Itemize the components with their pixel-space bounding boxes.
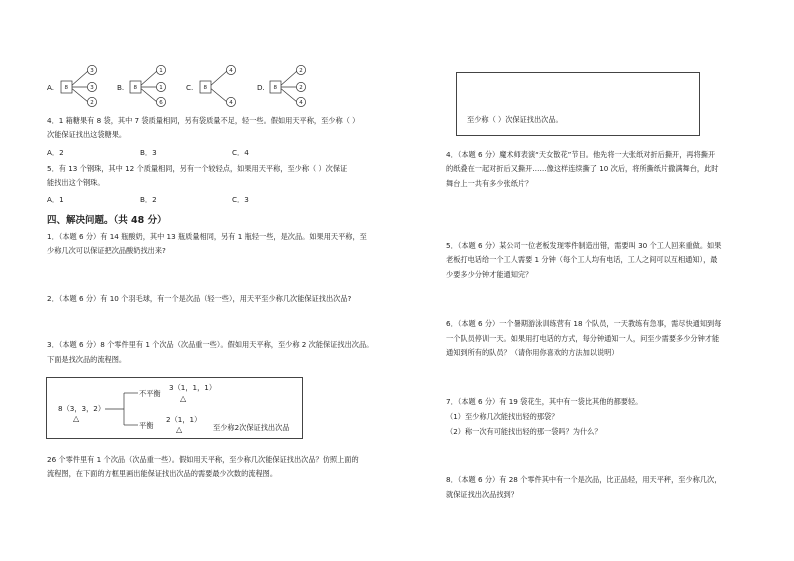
option-b-center: 8: [133, 85, 137, 91]
flow-root: 8（3，3，2）: [58, 404, 106, 413]
option-a-node-3: 2: [90, 100, 94, 106]
p8-line2: 就保证找出次品找到？: [446, 490, 518, 499]
p4-line1: 4．（本题 6 分）魔术师表演“天女散花”节目。他先将一大张纸对折后撕开，再将撕开: [446, 150, 716, 159]
option-d-node-3: 4: [299, 100, 303, 106]
option-c-center: 8: [203, 85, 207, 91]
q4-option-c: C．4: [232, 148, 249, 157]
flow-unbalanced: 不平衡: [139, 389, 161, 398]
option-c-node-2: 4: [229, 100, 233, 106]
option-a-center: 8: [64, 85, 68, 91]
option-a-node-1: 3: [90, 68, 94, 74]
option-b-node-3: 6: [159, 100, 163, 106]
option-d-center: 8: [273, 85, 277, 91]
p3-line2: 下面是找次品的流程图。: [47, 355, 127, 364]
option-c-label: C.: [186, 83, 194, 92]
option-c-node-1: 4: [229, 68, 233, 74]
option-d-node-2: 2: [299, 85, 303, 91]
q5-option-c: C．3: [232, 195, 249, 204]
p7-line3: （2）称一次有可能找出轻的那一袋吗？为什么？: [446, 427, 602, 436]
q4-option-b: B．3: [140, 148, 157, 157]
q4-line1: 4．1 箱糖果有 8 袋，其中 7 袋质量相同，另有袋质量不足，轻一些。假如用天平称，至少称（ ）: [47, 116, 360, 125]
flow-note: 至少称2次保证找出次品: [213, 423, 290, 432]
option-a-node-2: 3: [90, 85, 94, 91]
option-d-tree: [267, 61, 315, 111]
p4-line3: 舞台上一共有多少张纸片？: [446, 179, 533, 188]
p6-line1: 6．（本题 6 分）一个暑期游泳训练营有 18 个队员，一天教练有急事，需尽快通知到每: [446, 319, 722, 328]
p7-line2: （1）至少称几次能找出轻的那袋？: [446, 412, 559, 421]
q4-line2: 次能保证找出这袋糖果。: [47, 130, 127, 139]
q5-option-a: A．1: [47, 195, 64, 204]
option-b-tree: [127, 61, 175, 111]
q4-option-a: A．2: [47, 148, 64, 157]
flow-top-branch: 3（1，1，1）: [169, 383, 217, 392]
flow-root-triangle: △: [73, 414, 80, 423]
option-a-label: A.: [47, 83, 55, 92]
p3b-line1: 26 个零件里有 1 个次品（次品重一些）。假如用天平称，至少称几次能保证找出次品？仿照上面的: [47, 455, 359, 464]
p3-line1: 3．（本题 6 分）8 个零件里有 1 个次品（次品重一些）。假如用天平称，至少称 2 次能保证找出次品。: [47, 340, 374, 349]
flow-bottom-triangle: △: [176, 425, 183, 434]
p5-line1: 5．（本题 6 分）某公司一位老板发现零件制造出错，需要叫 30 个工人回来重做。如果: [446, 241, 722, 250]
p5-line2: 老板打电话给一个工人需要 1 分钟（每个工人均有电话，工人之间可以互相通知），最: [446, 255, 718, 264]
q5-line2: 能找出这个钢珠。: [47, 178, 105, 187]
p7-line1: 7．（本题 6 分）有 19 袋花生，其中有一袋比其他的都要轻。: [446, 397, 643, 406]
answer-box: [456, 72, 700, 136]
option-b-node-2: 1: [159, 85, 163, 91]
q5-option-b: B．2: [140, 195, 157, 204]
p6-line2: 一个队员停训一天。如果用打电话的方式，每分钟通知一人，问至少需要多少分钟才能: [446, 334, 720, 343]
p3b-line2: 流程图，在下面的方框里画出能保证找出次品的需要最少次数的流程图。: [47, 469, 278, 478]
p5-line3: 少要多少分钟才能通知完？: [446, 270, 533, 279]
flow-balanced: 平衡: [139, 421, 154, 430]
flow-top-triangle: △: [180, 394, 187, 403]
q5-line1: 5．有 13 个钢珠，其中 12 个质量相同，另有一个较轻点，如果用天平称，至少称（ ）次保证: [47, 164, 348, 173]
option-d-label: D.: [257, 83, 265, 92]
option-b-node-1: 1: [159, 68, 163, 74]
p8-line1: 8．（本题 6 分）有 28 个零件其中有一个是次品，比正品轻，用天平秤，至少称几次，: [446, 475, 722, 484]
p4-line2: 的纸叠在一起对折后又撕开……像这样连续撕了 10 次后，将所撕纸片撒满舞台，此时: [446, 164, 719, 173]
section-title: 四、解决问题。（共 48 分）: [47, 215, 167, 226]
option-a-tree: [58, 61, 106, 111]
option-c-tree: [197, 61, 245, 111]
p2-line1: 2．（本题 6 分）有 10 个羽毛球，有一个是次品（轻一些），用天平至少称几次能保证找出次品?: [47, 294, 352, 303]
option-d-node-1: 2: [299, 68, 303, 74]
flow-bottom-branch: 2（1，1）: [166, 415, 202, 424]
answer-box-text: 至少称（ ）次保证找出次品。: [467, 115, 563, 124]
p1-line2: 少称几次可以保证把次品酸奶找出来?: [47, 246, 166, 255]
p1-line1: 1．（本题 6 分）有 14 瓶酸奶，其中 13 瓶质量相同，另有 1 瓶轻一些，是次品。如果用天平称，至: [47, 232, 367, 241]
option-b-label: B.: [117, 83, 125, 92]
p6-line3: 通知到所有的队员？（请你用你喜欢的方法加以说明）: [446, 348, 619, 357]
